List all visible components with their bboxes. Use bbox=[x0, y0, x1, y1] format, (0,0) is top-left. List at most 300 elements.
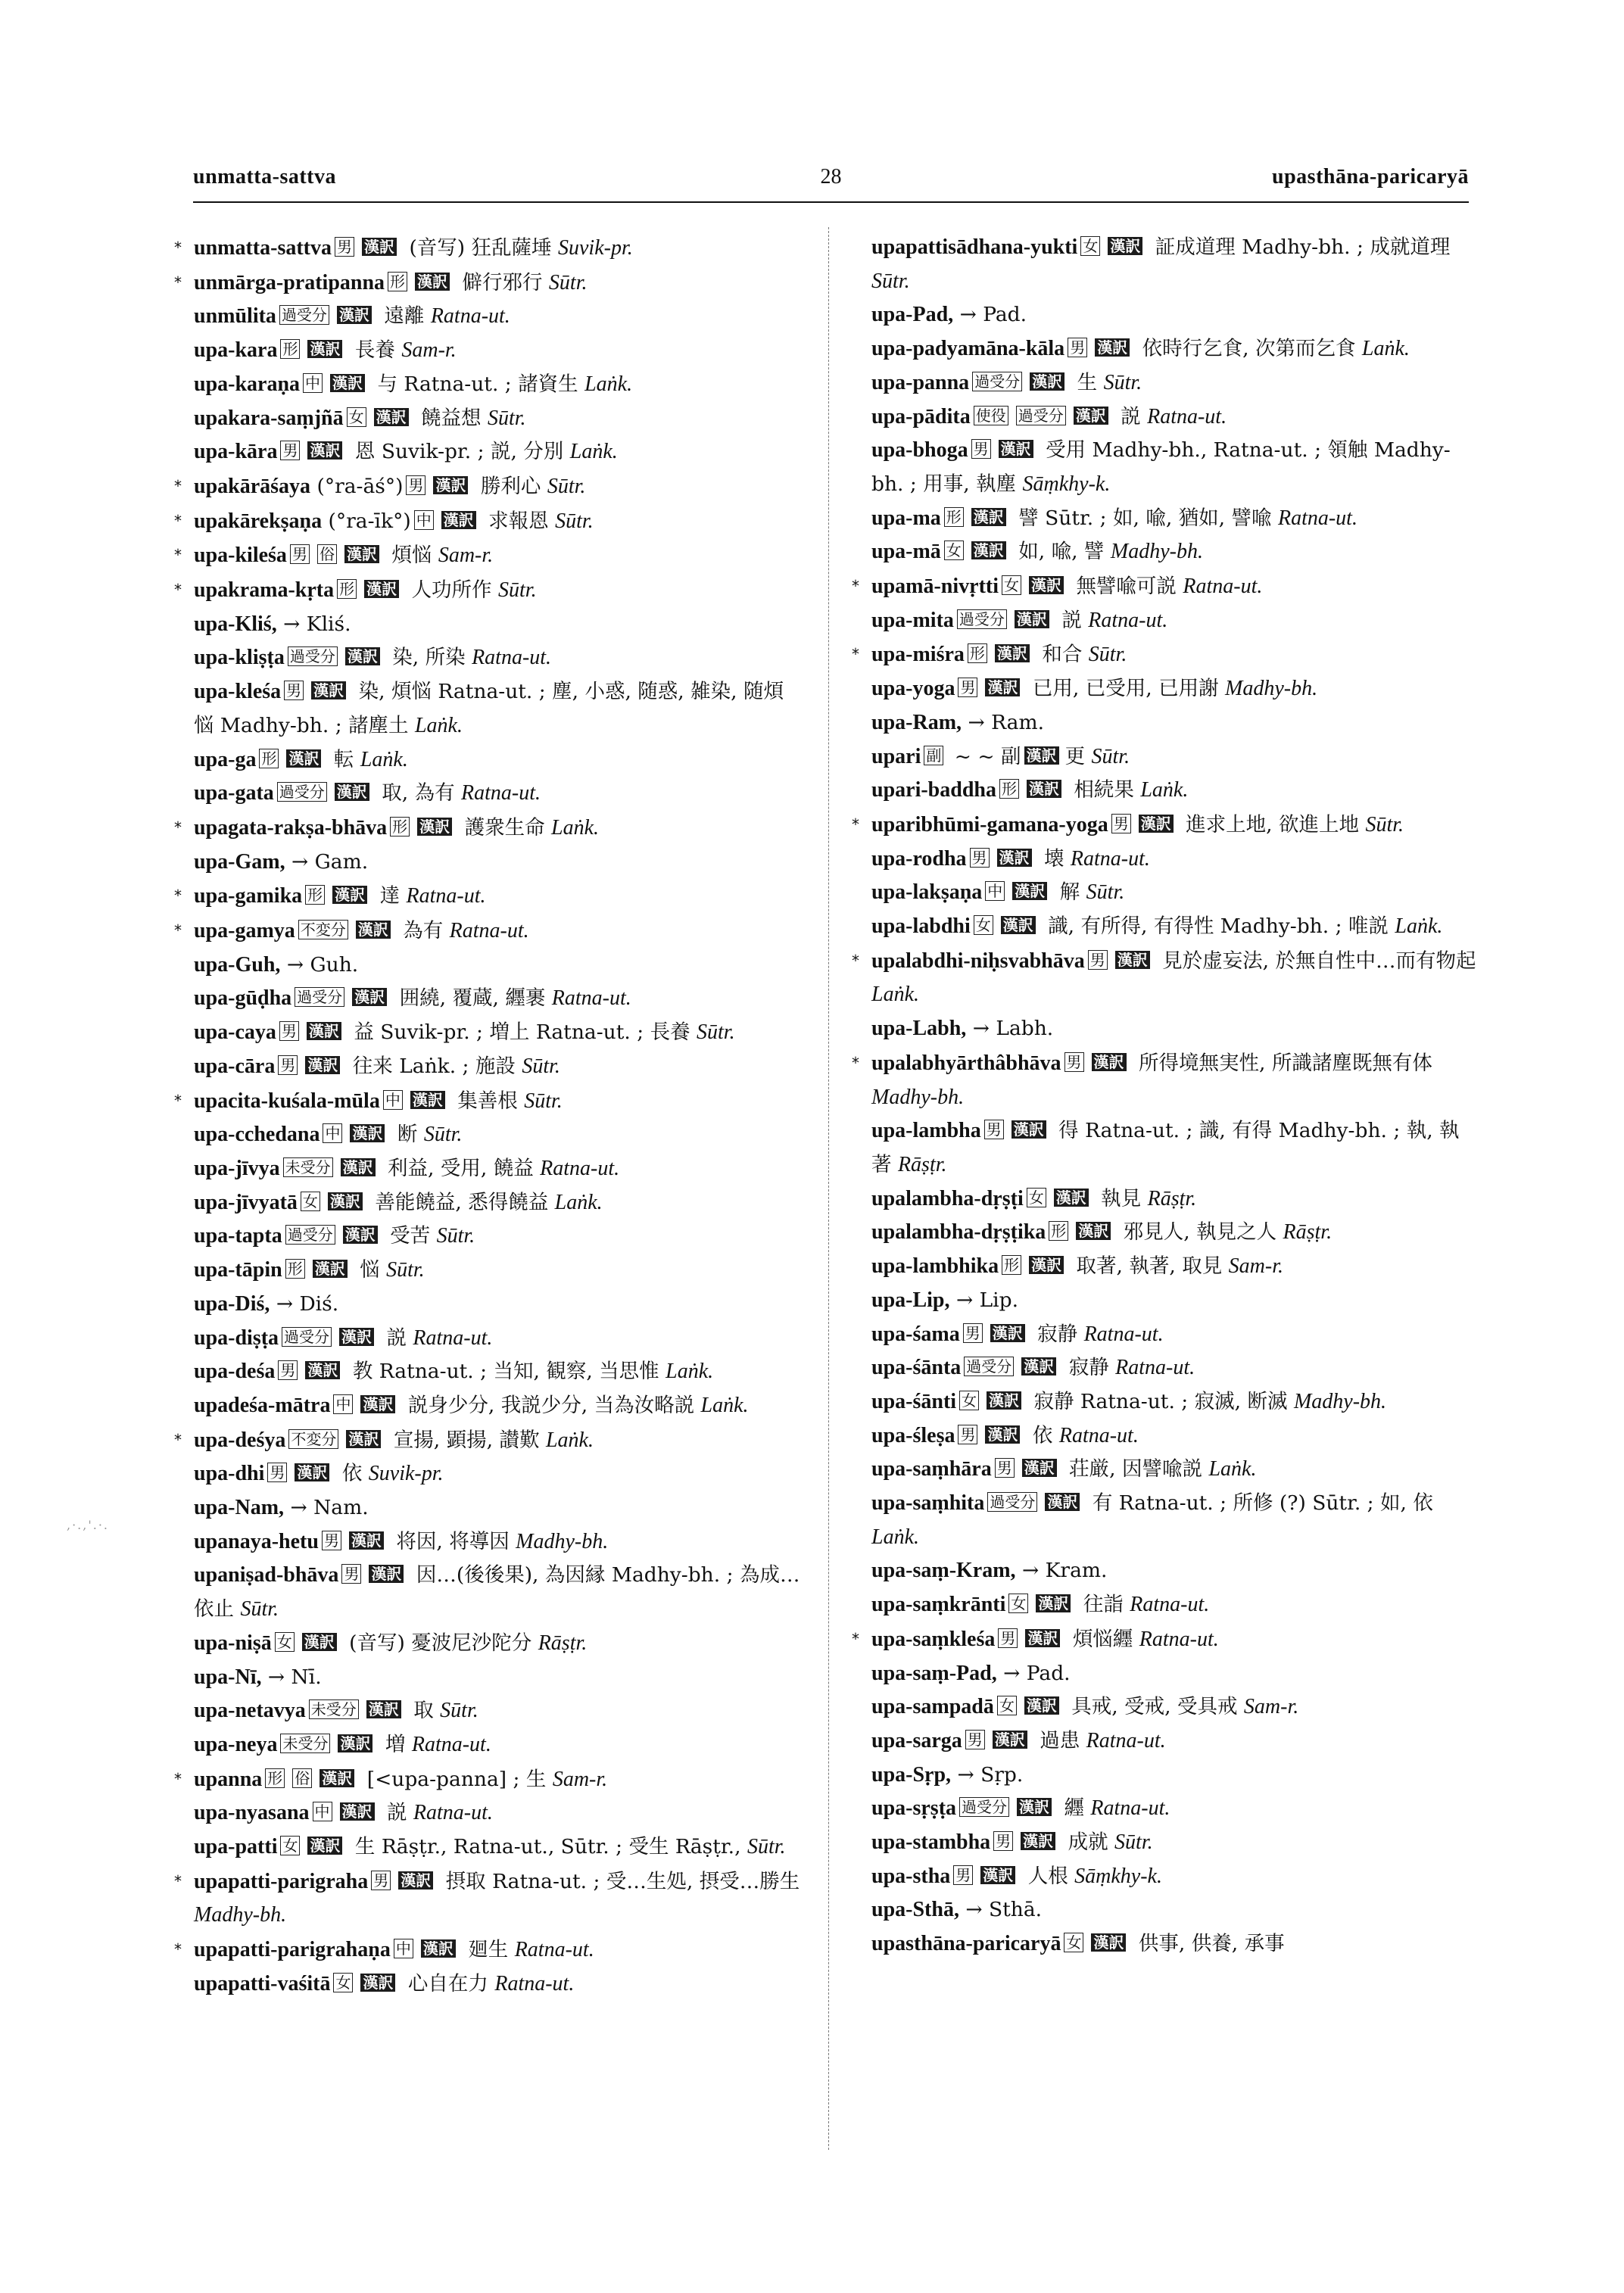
dictionary-entry bbox=[852, 298, 1476, 332]
entry-definition: 煩悩 bbox=[391, 544, 432, 568]
dictionary-entry bbox=[174, 1423, 803, 1458]
grammar-tag: 不変分 bbox=[298, 920, 348, 939]
grammar-tag: 男 bbox=[984, 1120, 1004, 1139]
entry-source: Laṅk. bbox=[1395, 914, 1443, 939]
dictionary-entry bbox=[174, 1661, 803, 1695]
entry-source: Laṅk. bbox=[569, 440, 618, 464]
grammar-tag: 過受分 bbox=[959, 1797, 1009, 1817]
dictionary-entry bbox=[174, 675, 803, 743]
column-divider bbox=[828, 227, 829, 2150]
entry-source: Laṅk. bbox=[554, 1190, 603, 1214]
dictionary-entry bbox=[852, 1759, 1476, 1793]
entry-source: Ratna-ut. bbox=[411, 1732, 491, 1756]
entry-star-marker: * bbox=[174, 581, 182, 600]
translation-marker: 漢訳 bbox=[417, 818, 452, 836]
entry-source: Sūtr. bbox=[524, 1089, 563, 1113]
entry-source: Ratna-ut. bbox=[406, 884, 486, 908]
entry-headword: upa-śānti bbox=[871, 1389, 957, 1413]
translation-marker: 漢訳 bbox=[985, 678, 1020, 696]
grammar-tag: 男 bbox=[278, 1360, 298, 1380]
entry-star-marker: * bbox=[174, 1940, 182, 1959]
dictionary-entry bbox=[174, 1694, 803, 1728]
entry-headword: upa-bhoga bbox=[871, 438, 968, 463]
grammar-tag: 形 bbox=[265, 1768, 285, 1788]
entry-headword: upa-labdhi bbox=[871, 914, 971, 939]
stray-mark: ,·.,'.·. bbox=[67, 1518, 109, 1532]
entry-headword: upaniṣad-bhāva bbox=[194, 1563, 339, 1587]
entry-source: Sūtr. bbox=[498, 578, 537, 603]
entry-headword: upa-stambha bbox=[871, 1830, 991, 1855]
entry-definition: 見於虚妄法, 於無自性中…而有物起 bbox=[1162, 949, 1476, 973]
entry-definition: 得 Ratna-ut. ; 識, 有得 Madhy-bh. ; 執, 執著 bbox=[871, 1119, 1460, 1176]
grammar-tag: 男 bbox=[958, 678, 977, 697]
entry-headword: upa-Nī, bbox=[194, 1665, 262, 1689]
translation-marker: 漢訳 bbox=[330, 374, 365, 392]
dictionary-entry bbox=[174, 1152, 803, 1186]
dictionary-entry bbox=[174, 504, 803, 539]
dictionary-entry bbox=[852, 1318, 1476, 1352]
entry-headword: upa-kleśa bbox=[194, 680, 282, 704]
translation-marker: 漢訳 bbox=[1045, 1493, 1080, 1511]
entry-source: Ratna-ut. bbox=[1058, 1423, 1139, 1447]
entry-definition: 与 Ratna-ut. ; 諸資生 bbox=[377, 372, 578, 396]
entry-definition: 有 Ratna-ut. ; 所修 (?) Sūtr. ; 如, 依 bbox=[1092, 1491, 1433, 1516]
dictionary-entry bbox=[174, 846, 803, 880]
grammar-tag: 形 bbox=[944, 507, 964, 527]
entry-source: Ratna-ut. bbox=[1083, 1322, 1164, 1346]
entry-definition: → Guh. bbox=[286, 952, 359, 977]
dictionary-entry bbox=[174, 1186, 803, 1220]
dictionary-entry bbox=[174, 1830, 803, 1865]
entry-definition: 具戒, 受戒, 受具戒 bbox=[1071, 1695, 1238, 1719]
entry-headword: upa-pādita bbox=[871, 404, 971, 428]
entry-headword: upa-kileśa bbox=[194, 544, 287, 568]
grammar-tag: 中 bbox=[394, 1939, 413, 1958]
entry-definition: 無譬喩可説 bbox=[1076, 575, 1177, 599]
translation-marker: 漢訳 bbox=[1108, 237, 1142, 255]
dictionary-entry bbox=[174, 1559, 803, 1626]
entry-headword: unmūlita bbox=[194, 304, 276, 329]
entry-source: Suvik-pr. bbox=[557, 236, 633, 260]
entry-headword: upa-mita bbox=[871, 608, 954, 632]
translation-marker: 漢訳 bbox=[311, 681, 346, 699]
translation-marker: 漢訳 bbox=[369, 1565, 404, 1583]
dictionary-entry bbox=[174, 1525, 803, 1559]
entry-headword: upa-lambha bbox=[871, 1119, 981, 1143]
grammar-tag: 形 bbox=[388, 272, 407, 291]
entry-source: Laṅk. bbox=[360, 747, 408, 771]
entry-headword: upagata-rakṣa-bhāva bbox=[194, 815, 388, 840]
entry-source: Laṅk. bbox=[551, 815, 600, 840]
entry-headword: upapatti-parigraha bbox=[194, 1869, 369, 1893]
dictionary-entry bbox=[174, 402, 803, 436]
dictionary-entry bbox=[174, 1288, 803, 1322]
entry-definition: → Pad. bbox=[1003, 1661, 1071, 1685]
grammar-tag: 俗 bbox=[317, 544, 337, 564]
translation-marker: 漢訳 bbox=[433, 476, 468, 494]
entry-source: Laṅk. bbox=[414, 713, 463, 737]
grammar-tag: 過受分 bbox=[279, 305, 329, 325]
entry-star-marker: * bbox=[852, 1053, 859, 1072]
grammar-tag: 中 bbox=[985, 881, 1005, 901]
dictionary-entry bbox=[174, 982, 803, 1016]
entry-definition: → Sṛp. bbox=[957, 1762, 1024, 1787]
entry-definition: 利益, 受用, 饒益 bbox=[388, 1156, 534, 1180]
dictionary-entry bbox=[174, 1457, 803, 1491]
translation-marker: 漢訳 bbox=[990, 1324, 1025, 1342]
entry-headword: upa-Lip, bbox=[871, 1288, 950, 1312]
entry-headword: upa-karaṇa bbox=[194, 372, 301, 396]
translation-marker: 漢訳 bbox=[415, 273, 450, 291]
entry-headword: upa-saṃ-Pad, bbox=[871, 1661, 997, 1685]
entry-source: Sūtr. bbox=[1103, 370, 1142, 394]
entry-headword: upalabdhi-niḥsvabhāva bbox=[871, 949, 1085, 973]
translation-marker: 漢訳 bbox=[302, 1633, 337, 1651]
grammar-tag: 中 bbox=[323, 1123, 342, 1143]
entry-definition: 依 bbox=[1032, 1423, 1053, 1447]
dictionary-entry bbox=[852, 502, 1476, 536]
entry-definition: → Kram. bbox=[1021, 1559, 1108, 1583]
entry-headword: upa-Sṛp, bbox=[871, 1762, 952, 1787]
dictionary-entry bbox=[852, 672, 1476, 706]
grammar-tag: 女 bbox=[1064, 1933, 1083, 1952]
right-column bbox=[852, 231, 1476, 1961]
entry-source: Ratna-ut. bbox=[449, 919, 529, 943]
dictionary-entry bbox=[174, 1254, 803, 1288]
grammar-tag: 過受分 bbox=[987, 1492, 1037, 1512]
dictionary-entry bbox=[852, 910, 1476, 944]
grammar-tag: 男 bbox=[993, 1831, 1013, 1851]
entry-definition: 邪見人, 執見之人 bbox=[1123, 1220, 1277, 1245]
entry-headword: unmatta-sattva bbox=[194, 236, 332, 260]
entry-definition: (音写) 狂乱薩埵 bbox=[409, 236, 552, 260]
entry-headword: upakārāśaya bbox=[194, 474, 311, 498]
entry-headword: upa-gamika bbox=[194, 884, 303, 908]
dictionary-entry bbox=[174, 811, 803, 846]
dictionary-entry bbox=[852, 1182, 1476, 1217]
translation-marker: 漢訳 bbox=[398, 1871, 433, 1890]
translation-marker: 漢訳 bbox=[346, 1430, 381, 1448]
dictionary-entry bbox=[852, 1826, 1476, 1860]
dictionary-entry bbox=[174, 1491, 803, 1525]
translation-marker: 漢訳 bbox=[362, 238, 397, 256]
entry-source: Laṅk. bbox=[1208, 1457, 1257, 1481]
entry-definition: 依 bbox=[341, 1462, 363, 1486]
entry-star-marker: * bbox=[174, 886, 182, 905]
translation-marker: 漢訳 bbox=[1029, 1256, 1064, 1274]
dictionary-entry bbox=[174, 777, 803, 811]
entry-definition: → Kliś. bbox=[283, 612, 351, 636]
grammar-tag: 女 bbox=[974, 915, 993, 935]
entry-definition: 護衆生命 bbox=[464, 815, 545, 840]
grammar-tag: 男 bbox=[970, 848, 990, 868]
entry-definition: 摂取 Ratna-ut. ; 受…生処, 摂受…勝生 bbox=[445, 1869, 800, 1893]
entry-headword: upacita-kuśala-mūla bbox=[194, 1089, 380, 1113]
entry-source: Sūtr. bbox=[423, 1123, 463, 1147]
dictionary-entry bbox=[852, 1046, 1476, 1114]
dictionary-entry bbox=[852, 637, 1476, 672]
entry-definition: [<upa-panna] ; 生 bbox=[366, 1767, 547, 1791]
entry-source: Sūtr. bbox=[487, 406, 526, 430]
dictionary-entry bbox=[174, 1762, 803, 1797]
entry-definition: 説 bbox=[386, 1326, 407, 1350]
dictionary-entry bbox=[852, 332, 1476, 366]
translation-marker: 漢訳 bbox=[971, 541, 1006, 559]
entry-definition: 和合 bbox=[1042, 643, 1083, 667]
entry-star-marker: * bbox=[852, 1629, 859, 1648]
translation-marker: 漢訳 bbox=[1012, 882, 1047, 900]
entry-definition: 僻行邪行 bbox=[462, 270, 543, 294]
translation-marker: 漢訳 bbox=[328, 1192, 363, 1210]
dictionary-entry bbox=[852, 1893, 1476, 1927]
grammar-tag: 中 bbox=[303, 373, 323, 393]
translation-marker: 漢訳 bbox=[421, 1939, 456, 1958]
entry-headword: upa-saṃhāra bbox=[871, 1457, 992, 1481]
entry-source: Laṅk. bbox=[1361, 337, 1410, 361]
entry-source: Ratna-ut. bbox=[461, 781, 541, 805]
entry-definition: 取, 為有 bbox=[382, 781, 455, 805]
header-right-guideword: upasthāna-paricaryā bbox=[1272, 165, 1469, 188]
dictionary-entry bbox=[852, 1250, 1476, 1284]
entry-definition: 煩悩纒 bbox=[1072, 1627, 1133, 1651]
dictionary-entry bbox=[852, 1690, 1476, 1724]
dictionary-entry bbox=[174, 1016, 803, 1050]
entry-definition: 更 bbox=[1064, 744, 1086, 768]
entry-source: Ratna-ut. bbox=[1115, 1356, 1195, 1380]
dictionary-entry bbox=[852, 1588, 1476, 1622]
entry-headword: upa-miśra bbox=[871, 643, 965, 667]
grammar-tag: 形 bbox=[305, 885, 325, 905]
entry-source: Sam-r. bbox=[1228, 1254, 1283, 1279]
entry-headword: upakārekṣaṇa bbox=[194, 509, 323, 533]
entry-definition: 相続果 bbox=[1074, 778, 1134, 802]
dictionary-entry bbox=[174, 1084, 803, 1119]
entry-star-marker: * bbox=[174, 476, 182, 495]
entry-definition: 証成道理 Madhy-bh. ; 成就道理 bbox=[1155, 235, 1451, 259]
entry-definition: 宣揚, 顕揚, 讃歎 bbox=[393, 1428, 540, 1452]
grammar-tag: 不変分 bbox=[288, 1429, 338, 1449]
entry-definition: 悩 bbox=[360, 1258, 380, 1282]
translation-marker: 漢訳 bbox=[1021, 1832, 1055, 1850]
entry-headword: upa-Ram, bbox=[871, 710, 962, 734]
entry-source: Sūtr. bbox=[1086, 880, 1125, 905]
grammar-tag: 男 bbox=[279, 1021, 299, 1041]
entry-definition: 已用, 已受用, 已用謝 bbox=[1032, 677, 1219, 701]
entry-definition: (音写) 憂波尼沙陀分 bbox=[349, 1631, 532, 1655]
entry-headword: upa-nyasana bbox=[194, 1801, 310, 1825]
entry-definition: 集善根 bbox=[457, 1089, 518, 1113]
entry-source: Sam-r. bbox=[438, 544, 494, 568]
entry-source: Sūtr. bbox=[747, 1835, 786, 1859]
grammar-tag: 過受分 bbox=[282, 1327, 332, 1347]
entry-headword: upa-tapta bbox=[194, 1224, 282, 1248]
translation-marker: 漢訳 bbox=[1011, 1120, 1046, 1139]
entry-headword: upa-dhi bbox=[194, 1462, 265, 1486]
entry-source: Sūtr. bbox=[1114, 1830, 1153, 1855]
translation-marker: 漢訳 bbox=[999, 440, 1033, 458]
translation-marker: 漢訳 bbox=[1139, 815, 1174, 833]
translation-marker: 漢訳 bbox=[1095, 338, 1130, 357]
translation-marker: 漢訳 bbox=[971, 508, 1006, 526]
dictionary-entry bbox=[174, 266, 803, 301]
entry-source: Sūtr. bbox=[548, 270, 588, 294]
entry-definition: 説 bbox=[1121, 404, 1141, 428]
entry-definition: 心自在力 bbox=[407, 1971, 488, 1995]
translation-marker: 漢訳 bbox=[1015, 610, 1049, 628]
dictionary-entry bbox=[174, 879, 803, 914]
translation-marker: 漢訳 bbox=[307, 1837, 342, 1855]
entry-definition: 転 bbox=[333, 747, 354, 771]
entry-headword: upapattisādhana-yukti bbox=[871, 235, 1078, 259]
dictionary-entry bbox=[174, 1728, 803, 1762]
entry-star-marker: * bbox=[174, 546, 182, 565]
grammar-tag: 女 bbox=[944, 541, 964, 560]
translation-marker: 漢訳 bbox=[305, 1361, 340, 1379]
dictionary-entry bbox=[852, 1927, 1476, 1961]
dictionary-entry bbox=[852, 569, 1476, 604]
entry-headword: upa-neya bbox=[194, 1732, 278, 1756]
entry-definition: 所得境無実性, 所識諸塵既無有体 bbox=[1138, 1051, 1432, 1075]
entry-source: Rāṣṭr. bbox=[897, 1152, 947, 1176]
entry-headword: upadeśa-mātra bbox=[194, 1393, 331, 1417]
grammar-tag: 中 bbox=[333, 1394, 353, 1414]
entry-definition: 執見 bbox=[1101, 1186, 1142, 1210]
translation-marker: 漢訳 bbox=[339, 1328, 374, 1346]
translation-marker: 漢訳 bbox=[997, 849, 1032, 867]
translation-marker: 漢訳 bbox=[305, 1056, 340, 1074]
entry-headword: upa-kliṣṭa bbox=[194, 646, 285, 670]
entry-source: Rāṣṭr. bbox=[538, 1631, 588, 1655]
entry-source: Ratna-ut. bbox=[413, 1801, 493, 1825]
grammar-tag: 女 bbox=[275, 1632, 295, 1652]
entry-definition: 纒 bbox=[1064, 1796, 1084, 1821]
grammar-tag: 俗 bbox=[292, 1768, 312, 1788]
entry-headword: upa-gūḍha bbox=[194, 986, 292, 1011]
dictionary-entry bbox=[174, 1865, 803, 1933]
grammar-tag: 女 bbox=[1002, 575, 1021, 595]
translation-marker: 漢訳 bbox=[441, 511, 476, 529]
entry-headword: upanna bbox=[194, 1767, 263, 1791]
entry-star-marker: * bbox=[852, 951, 859, 970]
dictionary-entry bbox=[852, 706, 1476, 740]
entry-headword: upa-sampadā bbox=[871, 1695, 994, 1719]
grammar-tag: 形 bbox=[390, 817, 410, 837]
entry-definition: → Nī. bbox=[267, 1665, 322, 1689]
entry-definition: 恩 Suvik-pr. ; 説, 分別 bbox=[354, 440, 564, 464]
dictionary-entry bbox=[852, 1622, 1476, 1657]
dictionary-entry bbox=[852, 1453, 1476, 1487]
dictionary-entry bbox=[174, 1118, 803, 1152]
translation-marker: 漢訳 bbox=[286, 749, 321, 768]
entry-headword: upa-saṃkrānti bbox=[871, 1593, 1006, 1617]
grammar-tag: 女 bbox=[347, 407, 366, 427]
dictionary-entry bbox=[852, 1351, 1476, 1385]
entry-definition: 荘厳, 因譬喩説 bbox=[1069, 1457, 1202, 1481]
entry-headword: upa-Guh, bbox=[194, 952, 281, 977]
dictionary-entry bbox=[174, 608, 803, 642]
entry-definition: ~ ~ 副 bbox=[954, 744, 1021, 768]
grammar-tag: 男 bbox=[1068, 338, 1087, 357]
grammar-tag: 形 bbox=[337, 579, 357, 599]
entry-variant: (°ra-īk°) bbox=[328, 509, 411, 533]
entry-star-marker: * bbox=[852, 645, 859, 664]
translation-marker: 漢訳 bbox=[360, 1395, 395, 1413]
translation-marker: 漢訳 bbox=[1027, 780, 1061, 798]
dictionary-entry bbox=[852, 843, 1476, 877]
grammar-tag: 中 bbox=[383, 1090, 403, 1110]
entry-headword: upa-patti bbox=[194, 1835, 278, 1859]
translation-marker: 漢訳 bbox=[985, 1425, 1020, 1444]
grammar-tag: 形 bbox=[1002, 1255, 1021, 1275]
entry-headword: uparibhūmi-gamana-yoga bbox=[871, 812, 1108, 837]
entry-definition: 過患 bbox=[1040, 1728, 1080, 1752]
entry-source: Sāṃkhy-k. bbox=[1022, 472, 1111, 496]
translation-marker: 漢訳 bbox=[993, 1731, 1027, 1749]
dictionary-entry bbox=[852, 774, 1476, 808]
entry-headword: upa-ga bbox=[194, 747, 257, 771]
entry-definition: 説 bbox=[386, 1801, 407, 1825]
entry-source: Ratna-ut. bbox=[1183, 575, 1263, 599]
grammar-tag: 過受分 bbox=[285, 1225, 335, 1245]
entry-headword: upa-Gam, bbox=[194, 849, 285, 874]
entry-headword: upa-sṛṣṭa bbox=[871, 1796, 957, 1821]
dictionary-entry bbox=[852, 740, 1476, 774]
entry-definition: 説 bbox=[1061, 608, 1082, 632]
entry-source: Madhy-bh. bbox=[1293, 1389, 1387, 1413]
entry-definition: → Labh. bbox=[972, 1017, 1054, 1041]
translation-marker: 漢訳 bbox=[1017, 1798, 1052, 1816]
dictionary-entry bbox=[852, 231, 1476, 298]
dictionary-entry bbox=[852, 366, 1476, 400]
entry-headword: upa-lakṣaṇa bbox=[871, 880, 983, 905]
grammar-tag: 男 bbox=[953, 1865, 973, 1885]
entry-headword: upa-gata bbox=[194, 781, 274, 805]
entry-definition: 取 bbox=[413, 1699, 434, 1723]
grammar-tag: 形 bbox=[280, 339, 300, 359]
entry-definition: 求報恩 bbox=[488, 509, 549, 533]
entry-definition: 達 bbox=[379, 884, 401, 908]
entry-definition: → Ram. bbox=[968, 710, 1044, 734]
grammar-tag: 形 bbox=[259, 749, 279, 768]
entry-source: Laṅk. bbox=[545, 1428, 594, 1452]
translation-marker: 漢訳 bbox=[313, 1260, 348, 1278]
entry-definition: 譬 Sūtr. ; 如, 喩, 猶如, 譬喩 bbox=[1018, 506, 1272, 530]
grammar-tag: 女 bbox=[280, 1836, 300, 1855]
entry-definition: 依時行乞食, 次第而乞食 bbox=[1142, 337, 1356, 361]
dictionary-entry bbox=[174, 368, 803, 402]
entry-definition: 染, 煩悩 Ratna-ut. ; 塵, 小惑, 随惑, 雑染, 随煩悩 Madhy-bh. ; 諸塵土 bbox=[194, 680, 784, 737]
entry-source: Laṅk. bbox=[584, 372, 633, 396]
translation-marker: 漢訳 bbox=[1092, 1053, 1127, 1071]
entry-definition: 寂静 Ratna-ut. ; 寂滅, 断滅 bbox=[1033, 1389, 1288, 1413]
entry-source: Ratna-ut. bbox=[472, 646, 552, 670]
entry-headword: upari bbox=[871, 744, 921, 768]
translation-marker: 漢訳 bbox=[307, 340, 342, 358]
grammar-tag: 女 bbox=[1027, 1188, 1046, 1207]
grammar-tag: 男 bbox=[335, 237, 354, 257]
entry-star-marker: * bbox=[174, 1091, 182, 1110]
entry-definition: → Sthā. bbox=[965, 1898, 1043, 1922]
dictionary-entry bbox=[852, 1385, 1476, 1419]
translation-marker: 漢訳 bbox=[1001, 916, 1036, 934]
translation-marker: 漢訳 bbox=[335, 783, 369, 801]
entry-source: Sūtr. bbox=[1365, 812, 1404, 837]
entry-definition: 断 bbox=[397, 1123, 418, 1147]
entry-source: Ratna-ut. bbox=[540, 1156, 620, 1180]
dictionary-entry bbox=[852, 434, 1476, 501]
entry-definition: 善能饒益, 悉得饒益 bbox=[375, 1190, 549, 1214]
entry-definition: 遠離 bbox=[384, 304, 425, 329]
